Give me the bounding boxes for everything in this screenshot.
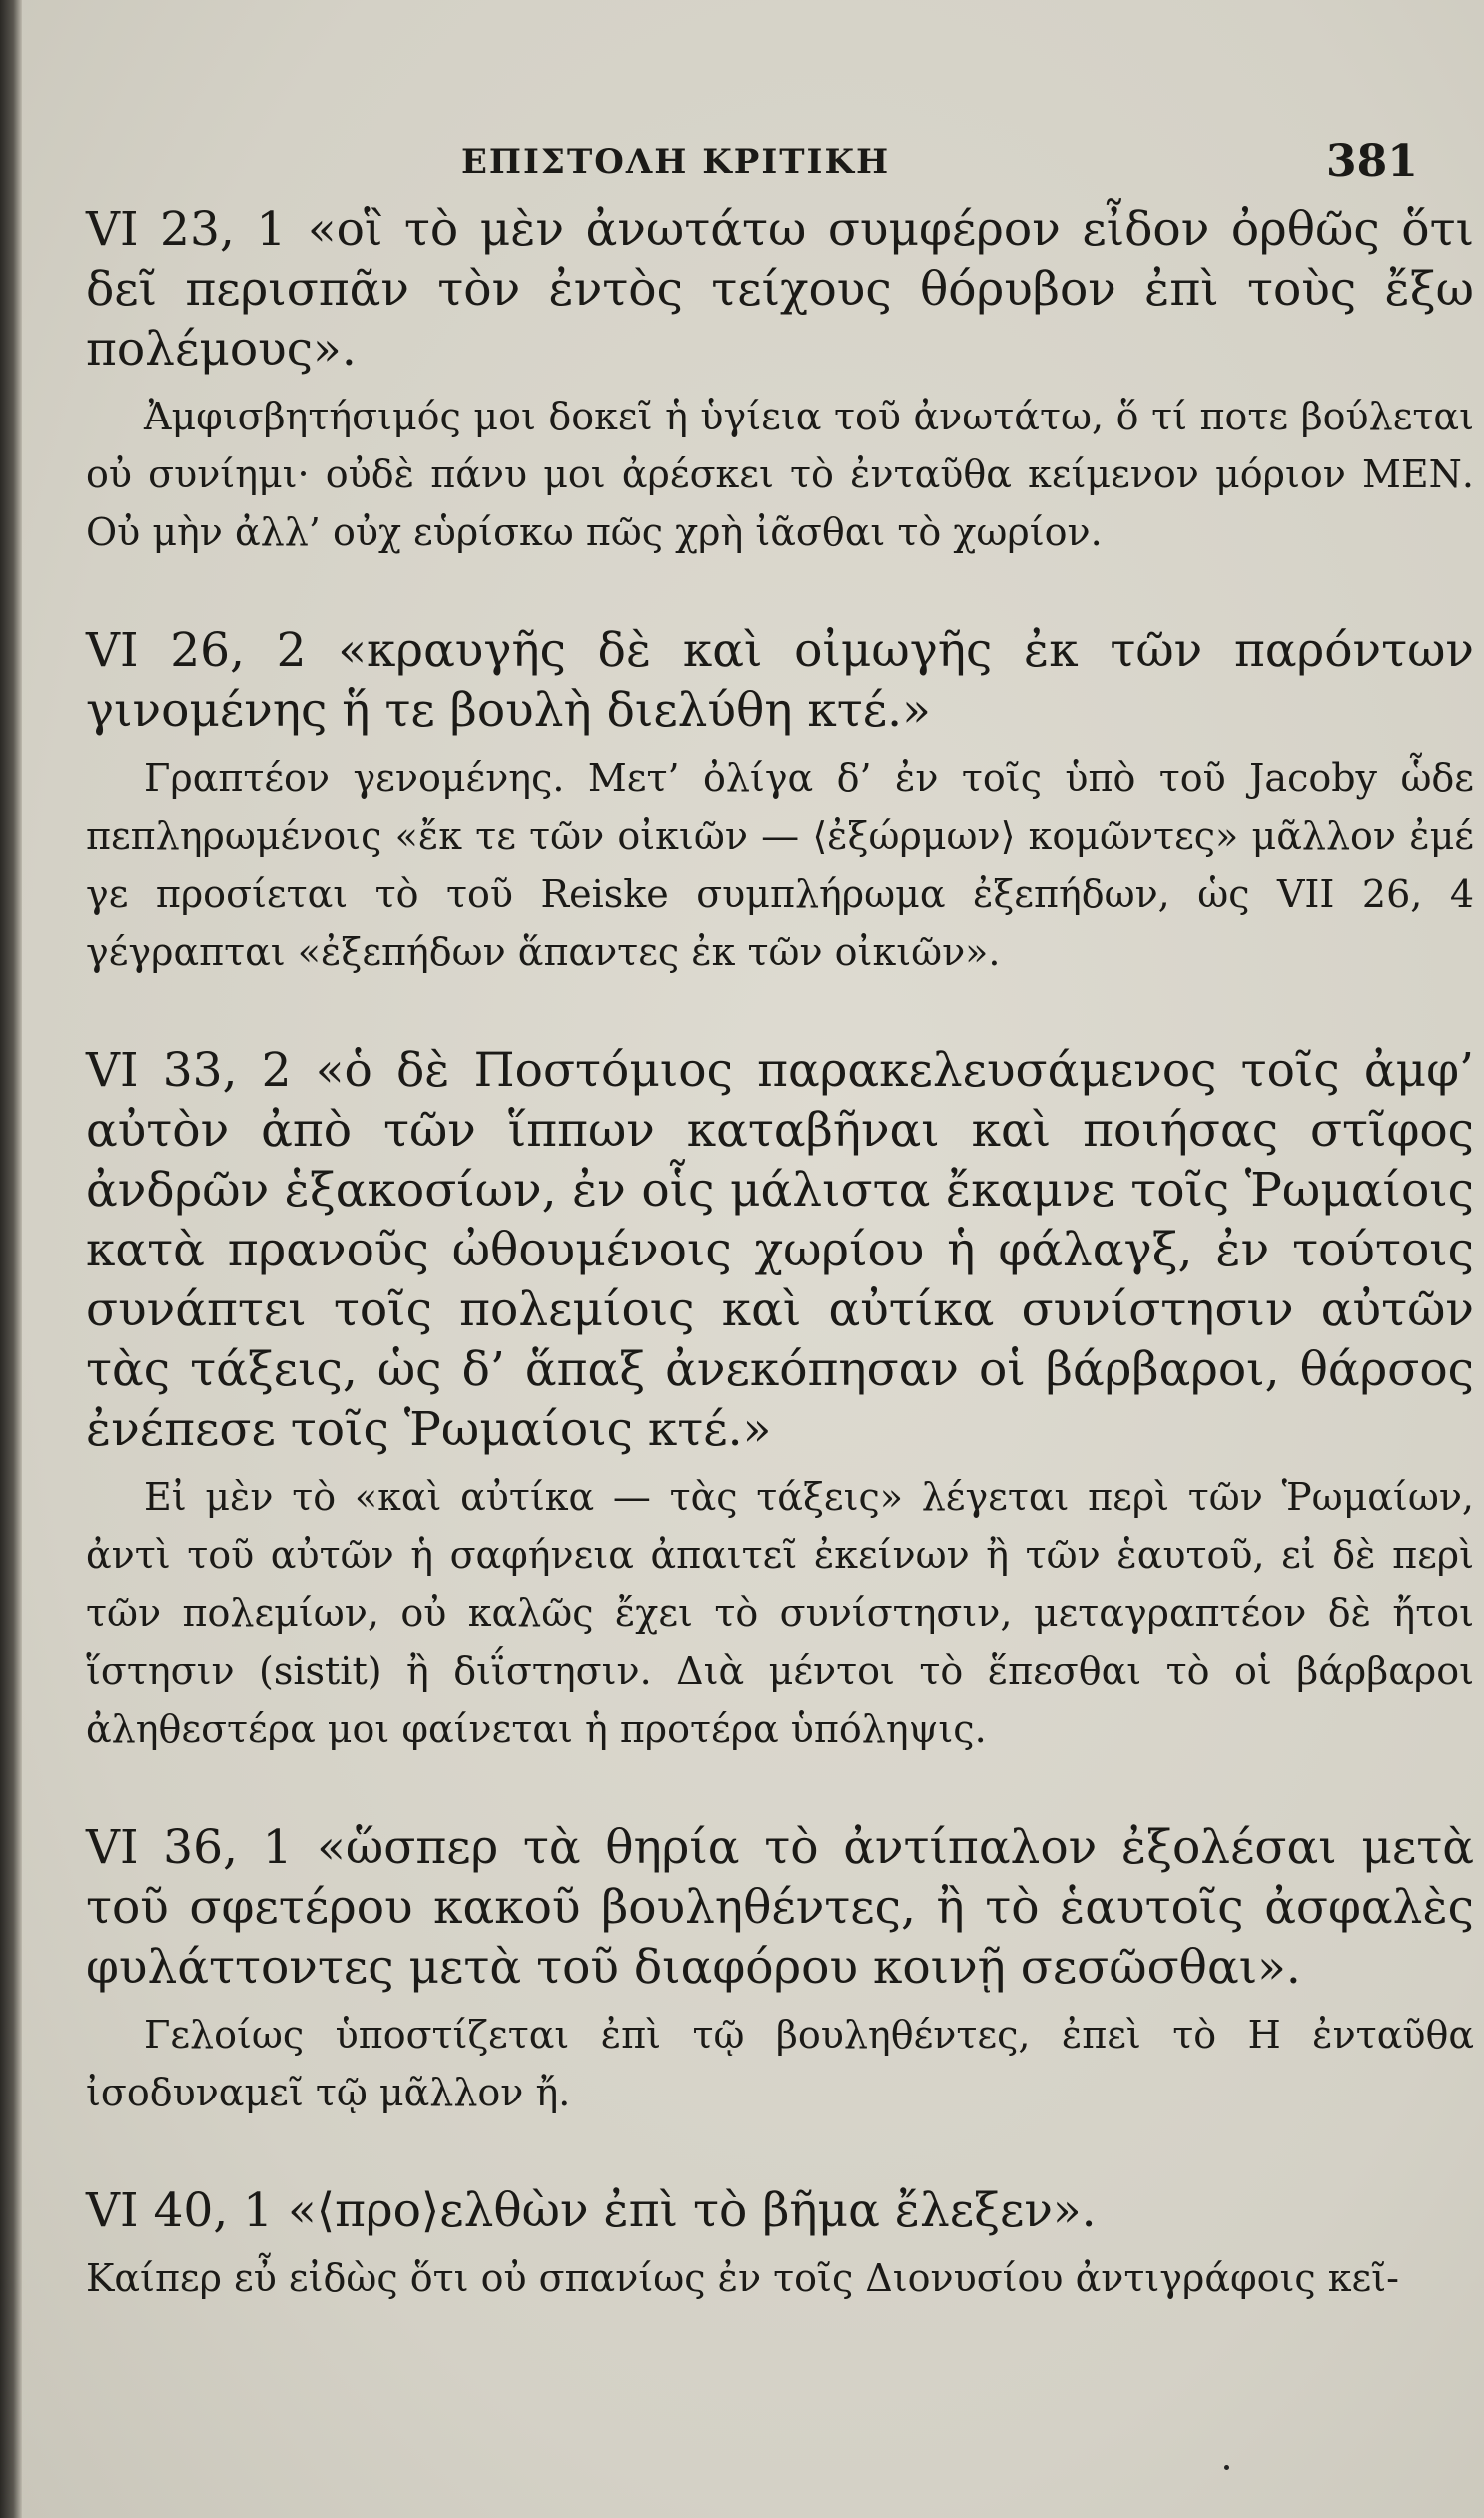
lemma-quote: VI 36, 1 «ὥσπερ τὰ θηρία τὸ ἀντίπαλον ἐξολέσαι μετὰ τοῦ σφετέρου κακοῦ βουληθέντες, ἢ τὸ ἑαυτοῖς ἀσφαλὲς φυλάττοντες μετὰ τοῦ διαφόρου κοινῇ σεσῶσθαι». (86, 1820, 1474, 1995)
page-number: 381 (1326, 136, 1418, 187)
lemma-quote: VI 26, 2 «κραυγῆς δὲ καὶ οἰμωγῆς ἐκ τῶν παρόντων γινομένης ἥ τε βουλὴ διελύθη κτέ.» (86, 623, 1474, 738)
page-header (22, 136, 1484, 192)
lemma-quote: VI 33, 2 «ὁ δὲ Ποστόμιος παρακελευσάμενος τοῖς ἀμφ’ αὐτὸν ἀπὸ τῶν ἵππων καταβῆναι καὶ ποιήσας στῖφος ἀνδρῶν ἑξακοσίων, ἐν οἷς μάλιστα ἔκαμνε τοῖς Ῥωμαίοις κατὰ πρανοῦς ὠθουμένοις χωρίου ἡ φάλαγξ, ἐν τούτοις συνάπτει τοῖς πολεμίοις καὶ αὐτίκα συνίστησιν αὐτῶν τὰς τάξεις, ὡς δ’ ἅπαξ ἀνεκόπησαν οἱ βάρβαροι, θάρσος ἐνέπεσε τοῖς Ῥωμαίοις κτέ.» (86, 1043, 1474, 1457)
critical-note: Γελοίως ὑποστίζεται ἐπὶ τῷ βουληθέντες, ἐπεὶ τὸ Η ἐνταῦθα ἰσοδυναμεῖ τῷ μᾶλλον ἤ. (86, 2013, 1474, 2114)
scan-edge (0, 0, 22, 2518)
book-page (22, 0, 1484, 2518)
lemma-quote: VI 23, 1 «οἳ τὸ μὲν ἀνωτάτω συμφέρον εἶδον ὀρθῶς ὅτι δεῖ περισπᾶν τὸν ἐντὸς τείχους θόρυβον ἐπὶ τοὺς ἔξω πολέμους». (86, 202, 1474, 377)
critical-note: Ἀμφισβητήσιμός μοι δοκεῖ ἡ ὑγίεια τοῦ ἀνωτάτω, ὅ τί ποτε βούλεται οὐ συνίημι· οὐδὲ πάνυ μοι ἀρέσκει τὸ ἐνταῦθα κείμενον μόριον ΜΕΝ. Οὐ μὴν ἀλλ’ οὐχ εὑρίσκω πῶς χρὴ ἰᾶσθαι τὸ χωρίον. (86, 395, 1474, 554)
critical-note: Καίπερ εὖ εἰδὼς ὅτι οὐ σπανίως ἐν τοῖς Διονυσίου ἀντιγράφοις κεῖ- (86, 2256, 1399, 2300)
critical-note: Εἰ μὲν τὸ «καὶ αὐτίκα — τὰς τάξεις» λέγεται περὶ τῶν Ῥωμαίων, ἀντὶ τοῦ αὐτῶν ἡ σαφήνεια ἀπαιτεῖ ἐκείνων ἢ τῶν ἑαυτοῦ, εἰ δὲ περὶ τῶν πολεμίων, οὐ καλῶς ἔχει τὸ συνίστησιν, μεταγραπτέον δὲ ἤτοι ἵστησιν (sistit) ἢ διΐστησιν. Διὰ μέντοι τὸ ἕπεσθαι τὸ οἱ βάρβαροι ἀληθεστέρα μοι φαίνεται ἡ προτέρα ὑπόληψις. (86, 1475, 1474, 1751)
running-title: ΕΠΙΣΤΟΛΗ ΚΡΙΤΙΚΗ (461, 142, 891, 182)
scan-speck (1224, 2465, 1229, 2470)
lemma-quote: VI 40, 1 «⟨προ⟩ελθὼν ἐπὶ τὸ βῆμα ἔλεξεν». (86, 2183, 1097, 2238)
page-body (86, 200, 1474, 2307)
critical-note: Γραπτέον γενομένης. Μετ’ ὀλίγα δ’ ἐν τοῖς ὑπὸ τοῦ Jacoby ὧδε πεπληρωμένοις «ἔκ τε τῶν οἰκιῶν — ⟨ἐξώρμων⟩ κομῶντες» μᾶλλον ἐμέ γε προσίεται τὸ τοῦ Reiske συμπλήρωμα ἐξεπήδων, ὡς VII 26, 4 γέγραπται «ἐξεπήδων ἅπαντες ἐκ τῶν οἰκιῶν». (86, 756, 1474, 974)
